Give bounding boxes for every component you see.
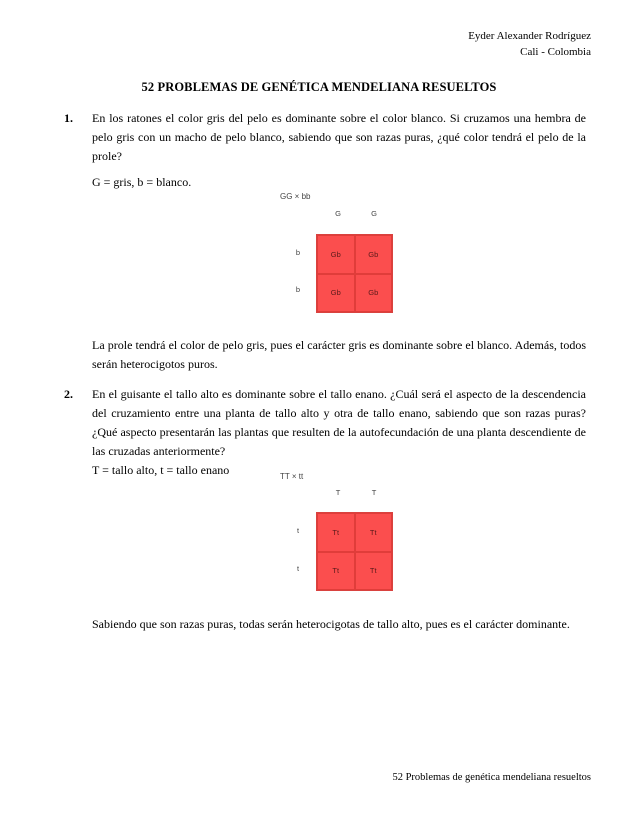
punnett-2-cell: Tt xyxy=(355,552,393,591)
punnett-1-row-allele: b xyxy=(295,248,301,257)
punnett-2-cell: Tt xyxy=(355,513,393,552)
punnett-1-cell: Gb xyxy=(355,235,393,274)
punnett-1-cell: Gb xyxy=(355,274,393,313)
punnett-2-row-allele: t xyxy=(296,564,300,573)
punnett-1-cell: Gb xyxy=(317,274,355,313)
page-footer: 52 Problemas de genética mendeliana resueltos xyxy=(392,772,591,783)
punnett-1-cell: Gb xyxy=(317,235,355,274)
punnett-2-grid xyxy=(316,512,393,591)
document-title: 52 PROBLEMAS DE GENÉTICA MENDELIANA RESUELTOS xyxy=(141,80,497,94)
problem-1-number: 1. xyxy=(64,111,73,125)
punnett-2-col-allele: T xyxy=(371,488,377,497)
author-name: Eyder Alexander Rodríguez xyxy=(468,30,591,42)
problem-1-legend: G = gris, b = blanco. xyxy=(92,175,192,189)
author-location: Cali - Colombia xyxy=(520,46,591,58)
punnett-1-row-allele: b xyxy=(295,285,301,294)
problem-2-statement: En el guisante el tallo alto es dominante sobre el tallo enano. ¿Cuál será el aspecto de la descendencia del cruzamiento entre una planta de tallo alto y otra de tallo enano, sabiendo que son razas puras? ¿Qué aspecto presentarán las plantas que resulten de la autofecundación de una planta descendiente de las cruzadas anteriormente? xyxy=(92,387,586,458)
problem-2-number: 2. xyxy=(64,387,73,401)
author-block xyxy=(468,28,591,60)
problem-2-answer: Sabiendo que son razas puras, todas serán heterocigotas de tallo alto, pues es el carácter dominante. xyxy=(92,617,570,631)
punnett-1-col-allele: G xyxy=(371,209,377,218)
problem-2-legend: T = tallo alto, t = tallo enano xyxy=(92,463,230,477)
punnett-1-cross: GG × bb xyxy=(280,192,311,201)
punnett-2-cross: TT × tt xyxy=(280,472,304,481)
punnett-1-col-allele: G xyxy=(335,209,341,218)
punnett-2-row-allele: t xyxy=(296,526,300,535)
problem-1-answer: La prole tendrá el color de pelo gris, pues el carácter gris es dominante sobre el blanco. Además, todos serán heterocigotos puros. xyxy=(92,338,586,371)
punnett-2-cell: Tt xyxy=(317,552,355,591)
punnett-2-cell: Tt xyxy=(317,513,355,552)
problem-1-statement: En los ratones el color gris del pelo es dominante sobre el color blanco. Si cruzamos una hembra de pelo gris con un macho de pelo blanco, sabiendo que son razas puras, ¿qué color tendrá el pelo de la prole? xyxy=(92,111,586,163)
punnett-2-col-allele: T xyxy=(335,488,341,497)
punnett-1-grid xyxy=(316,234,393,313)
